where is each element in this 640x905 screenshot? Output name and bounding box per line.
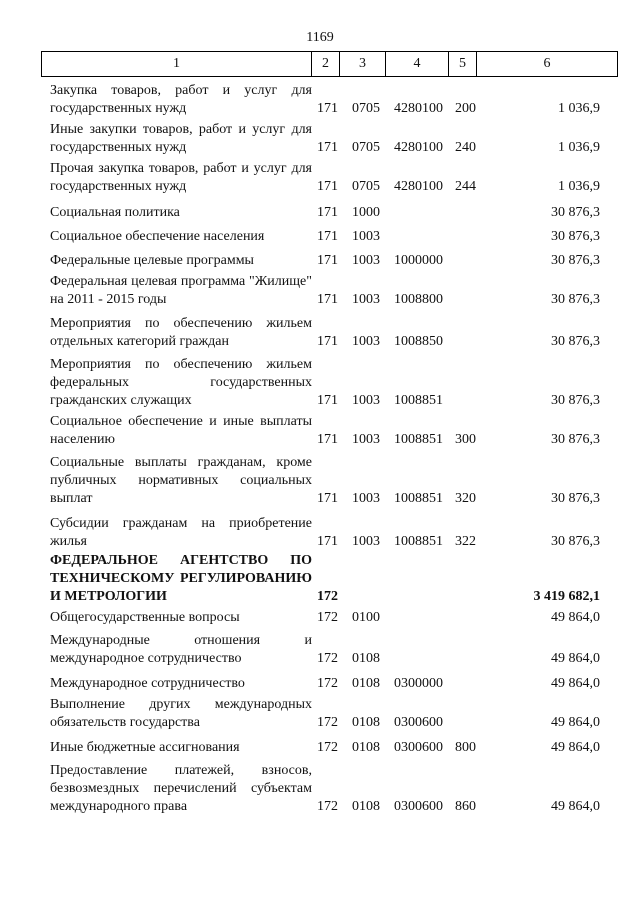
row-article: 1008851 <box>394 432 443 447</box>
row-section: 0705 <box>352 179 380 194</box>
table-row <box>0 675 640 693</box>
row-code: 171 <box>317 534 338 549</box>
table-row <box>0 609 640 627</box>
row-name: Международное сотрудничество <box>50 676 245 691</box>
row-amount: 49 864,0 <box>551 610 600 625</box>
row-code: 171 <box>317 334 338 349</box>
row-section: 1003 <box>352 491 380 506</box>
row-article: 1008851 <box>394 534 443 549</box>
row-code: 171 <box>317 253 338 268</box>
row-section: 1003 <box>352 393 380 408</box>
row-amount: 1 036,9 <box>558 179 600 194</box>
row-article: 0300000 <box>394 676 443 691</box>
row-amount: 1 036,9 <box>558 101 600 116</box>
row-section: 0100 <box>352 610 380 625</box>
row-code: 171 <box>317 205 338 220</box>
row-section: 1003 <box>352 334 380 349</box>
row-amount: 49 864,0 <box>551 740 600 755</box>
row-article: 1000000 <box>394 253 443 268</box>
row-amount: 49 864,0 <box>551 676 600 691</box>
row-name: Международные отношения и международное сотрудничество <box>50 633 312 666</box>
row-name: Иные бюджетные ассигнования <box>50 740 240 755</box>
row-section: 1000 <box>352 205 380 220</box>
row-name: Общегосударственные вопросы <box>50 610 240 625</box>
header-col-6: 6 <box>543 56 551 71</box>
row-code: 171 <box>317 292 338 307</box>
row-amount: 30 876,3 <box>551 491 600 506</box>
row-section: 1003 <box>352 253 380 268</box>
table-row <box>0 696 640 732</box>
row-amount: 30 876,3 <box>551 534 600 549</box>
row-amount: 30 876,3 <box>551 205 600 220</box>
row-amount: 30 876,3 <box>551 432 600 447</box>
row-type: 240 <box>455 140 476 155</box>
page-number: 1169 <box>306 30 334 45</box>
row-code: 171 <box>317 101 338 116</box>
table-row <box>0 552 640 606</box>
row-section: 1003 <box>352 432 380 447</box>
table-row <box>0 82 640 118</box>
table-row <box>0 762 640 816</box>
row-type: 860 <box>455 799 476 814</box>
row-type: 320 <box>455 491 476 506</box>
row-name: Закупка товаров, работ и услуг для государственных нужд <box>50 83 312 116</box>
row-section: 1003 <box>352 229 380 244</box>
row-section: 0108 <box>352 740 380 755</box>
row-code: 171 <box>317 179 338 194</box>
row-type: 322 <box>455 534 476 549</box>
row-amount: 30 876,3 <box>551 393 600 408</box>
row-article: 0300600 <box>394 715 443 730</box>
row-section: 0705 <box>352 101 380 116</box>
row-type: 200 <box>455 101 476 116</box>
header-col-2: 2 <box>312 52 340 76</box>
row-name: Прочая закупка товаров, работ и услуг для государственных нужд <box>50 161 312 194</box>
row-section: 1003 <box>352 534 380 549</box>
row-article: 1008851 <box>394 393 443 408</box>
header-col-3: 3 <box>340 52 386 76</box>
row-article: 1008800 <box>394 292 443 307</box>
row-amount: 49 864,0 <box>551 799 600 814</box>
row-name: Федеральные целевые программы <box>50 253 254 268</box>
table-row <box>0 273 640 309</box>
row-amount: 30 876,3 <box>551 292 600 307</box>
row-name: Мероприятия по обеспечению жильем федеральных государственных гражданских служащих <box>50 357 312 408</box>
row-code: 171 <box>317 229 338 244</box>
row-amount: 30 876,3 <box>551 229 600 244</box>
row-amount: 3 419 682,1 <box>533 589 600 604</box>
table-row <box>0 121 640 157</box>
table-row <box>0 515 640 551</box>
row-name: Субсидии гражданам на приобретение жилья <box>50 516 312 549</box>
table-row <box>0 252 640 270</box>
row-type: 800 <box>455 740 476 755</box>
row-name: Выполнение других международных обязательств государства <box>50 697 312 730</box>
row-code: 172 <box>317 715 338 730</box>
row-code: 172 <box>317 676 338 691</box>
table-row <box>0 413 640 449</box>
row-section: 0108 <box>352 651 380 666</box>
table-row <box>0 315 640 351</box>
row-code: 172 <box>317 799 338 814</box>
row-section: 1003 <box>352 292 380 307</box>
row-section: 0108 <box>352 799 380 814</box>
table-header <box>41 51 618 77</box>
table-row <box>0 356 640 410</box>
table-row <box>0 160 640 196</box>
row-amount: 49 864,0 <box>551 715 600 730</box>
row-code: 172 <box>317 740 338 755</box>
row-article: 1008851 <box>394 491 443 506</box>
table-row <box>0 228 640 246</box>
row-name: Федеральная целевая программа "Жилище" на 2011 - 2015 годы <box>50 274 312 307</box>
row-code: 171 <box>317 491 338 506</box>
row-code: 171 <box>317 432 338 447</box>
table-row <box>0 739 640 757</box>
row-type: 244 <box>455 179 476 194</box>
row-name: ФЕДЕРАЛЬНОЕ АГЕНТСТВО ПО ТЕХНИЧЕСКОМУ РЕГУЛИРОВАНИЮ И МЕТРОЛОГИИ <box>50 553 312 604</box>
row-code: 171 <box>317 393 338 408</box>
row-name: Социальное обеспечение населения <box>50 229 265 244</box>
row-code: 172 <box>317 589 338 604</box>
row-article: 1008850 <box>394 334 443 349</box>
row-name: Предоставление платежей, взносов, безвозмездных перечислений субъектам международного права <box>50 763 312 814</box>
row-section: 0108 <box>352 715 380 730</box>
row-amount: 1 036,9 <box>558 140 600 155</box>
row-code: 172 <box>317 651 338 666</box>
row-name: Социальное обеспечение и иные выплаты населению <box>50 414 312 447</box>
header-col-5: 5 <box>449 52 477 76</box>
row-name: Иные закупки товаров, работ и услуг для государственных нужд <box>50 122 312 155</box>
row-name: Социальные выплаты гражданам, кроме публичных нормативных социальных выплат <box>50 455 312 506</box>
header-col-4: 4 <box>386 52 449 76</box>
row-section: 0705 <box>352 140 380 155</box>
row-section: 0108 <box>352 676 380 691</box>
table-row <box>0 632 640 668</box>
row-article: 0300600 <box>394 740 443 755</box>
header-col-1: 1 <box>42 52 312 76</box>
row-code: 171 <box>317 140 338 155</box>
row-article: 4280100 <box>394 101 443 116</box>
row-name: Мероприятия по обеспечению жильем отдельных категорий граждан <box>50 316 312 349</box>
row-amount: 30 876,3 <box>551 334 600 349</box>
table-row <box>0 204 640 222</box>
row-article: 0300600 <box>394 799 443 814</box>
row-amount: 30 876,3 <box>551 253 600 268</box>
table-row <box>0 454 640 508</box>
row-amount: 49 864,0 <box>551 651 600 666</box>
row-code: 172 <box>317 610 338 625</box>
row-article: 4280100 <box>394 179 443 194</box>
row-name: Социальная политика <box>50 205 180 220</box>
row-type: 300 <box>455 432 476 447</box>
row-article: 4280100 <box>394 140 443 155</box>
